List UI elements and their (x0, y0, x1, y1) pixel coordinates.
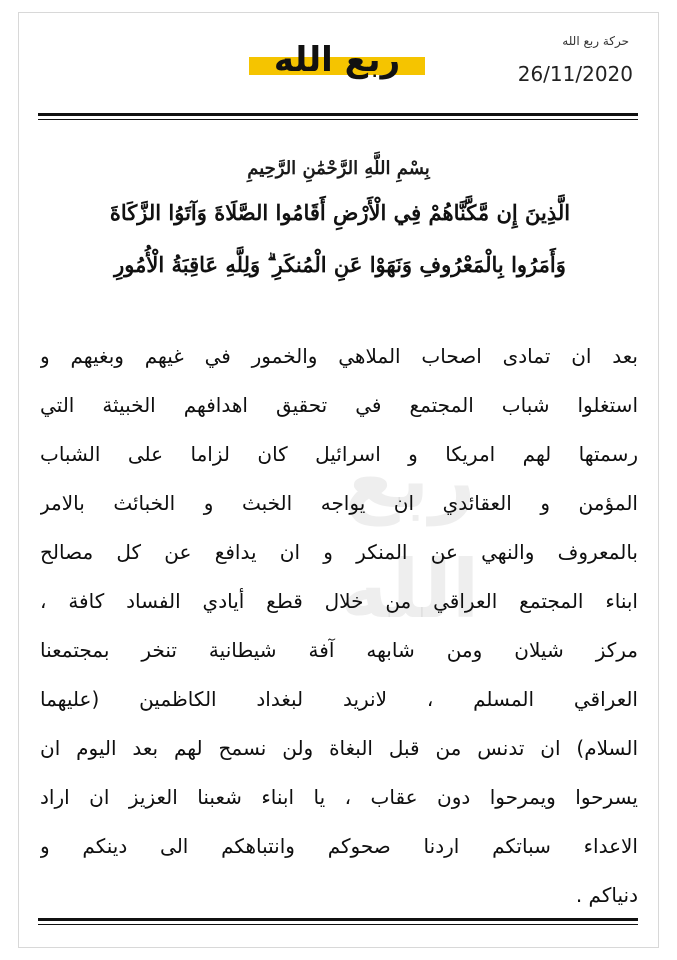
basmala: بِسْمِ اللَّهِ الرَّحْمَٰنِ الرَّحِيمِ (247, 158, 430, 179)
body-line: بالمعروف والنهي عن المنكر و ان يدافع عن كل مصالح (40, 540, 638, 564)
statement-body (40, 332, 638, 920)
body-line: بعد ان تمادى اصحاب الملاهي والخمور في غيهم وبغيهم و (40, 344, 638, 368)
body-line: ابناء المجتمع العراقي من خلال قطع أيادي الفساد كافة ، (40, 589, 638, 613)
body-line: السلام) ان تدنس من قبل البغاة ولن نسمح لهم بعد اليوم ان (40, 736, 638, 760)
quran-verse-line-2: وَأَمَرُوا بِالْمَعْرُوفِ وَنَهَوْا عَنِ الْمُنكَرِ ۗ وَلِلَّهِ عَاقِبَةُ الْأُمُورِ (114, 252, 566, 277)
body-line: استغلوا شباب المجتمع في تحقيق اهدافهم الخبيثة التي (40, 393, 638, 417)
top-divider (38, 113, 638, 116)
top-divider-thin (38, 119, 638, 120)
document-date: 26/11/2020 (517, 62, 633, 86)
watermark-logo: ربع الله (340, 433, 480, 636)
body-line: رسمتها لهم امريكا و اسرائيل كان لزاما على الشباب (40, 442, 638, 466)
logo-text: ربع الله (273, 40, 401, 80)
body-line: المؤمن و العقائدي ان يواجه الخبث و الخبائث بالامر (40, 491, 638, 515)
body-line: مركز شيلان ومن شابهه آفة شيطانية تنخر بمجتمعنا (40, 638, 638, 662)
body-line: يسرحوا ويمرحوا دون عقاب ، يا ابناء شعبنا العزيز ان اراد (40, 785, 638, 809)
document-header (0, 0, 677, 110)
body-line: العراقي المسلم ، لانريد لبغداد الكاظمين (عليهما (40, 687, 638, 711)
organization-name: حركة ربع الله (562, 34, 629, 48)
body-line-last: دنياكم . (575, 883, 638, 907)
logo (249, 40, 425, 80)
body-line: الاعداء سباتكم اردنا صحوكم وانتباهكم الى دينكم و (40, 834, 638, 858)
bottom-divider (38, 918, 638, 921)
quran-verse-line-1: الَّذِينَ إِن مَّكَّنَّاهُمْ فِي الْأَرْضِ أَقَامُوا الصَّلَاةَ وَآتَوُا الزَّكَاةَ (109, 200, 571, 225)
bottom-divider-thin (38, 924, 638, 925)
